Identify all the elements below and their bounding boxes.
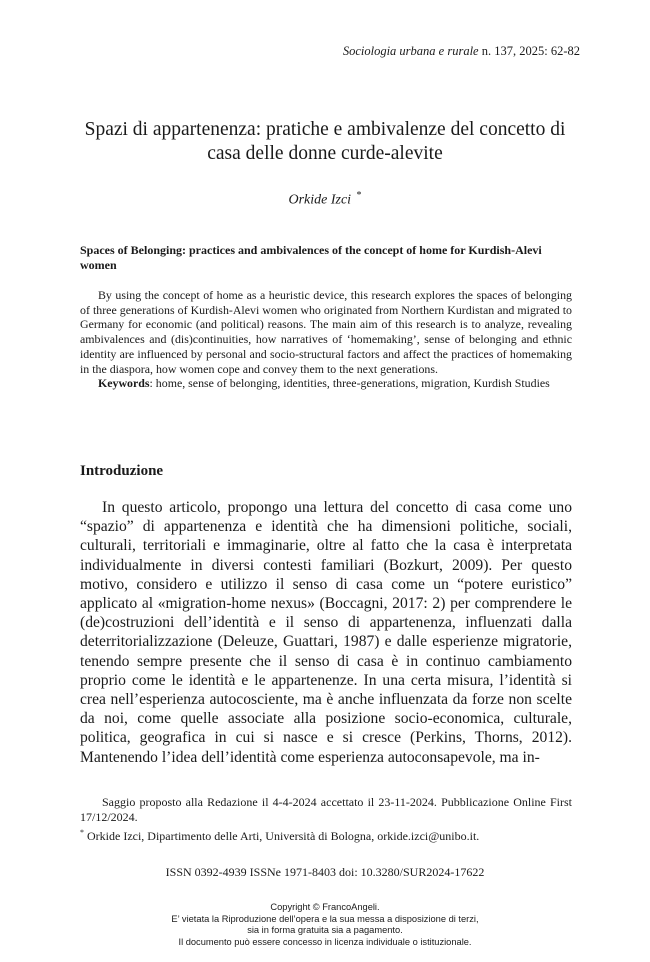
- abstract-text: By using the concept of home as a heuristic device, this research explores the spaces of belonging of three generations of Kurdish-Alevi women who originated from Northern Kurdistan and migrated to Germany for economic (and political) reasons. The main aim of this research is to analyze, revealing ambivalences and (dis)continuities, how narratives of ‘homemaking’, sense of belonging and ethnic identity are influenced by personal and socio-structural factors and affect the practices of homemaking in the diaspora, how women cope and convey them to the next generations.: [80, 288, 572, 376]
- affiliation-text: Orkide Izci, Dipartimento delle Arti, Università di Bologna, orkide.izci@unibo.it.: [84, 829, 480, 843]
- running-head: [343, 44, 580, 59]
- affiliation-note: [80, 825, 572, 844]
- article-title: Spazi di appartenenza: pratiche e ambivalenze del concetto di casa delle donne curde-alevite: [84, 119, 566, 164]
- section-heading: Introduzione: [80, 463, 164, 479]
- copyright-line: Copyright © FrancoAngeli.: [270, 902, 380, 912]
- copyright-line: Il documento può essere concesso in licenza individuale o istituzionale.: [178, 936, 472, 947]
- author-line: [70, 190, 580, 209]
- issue-info: n. 137, 2025: 62-82: [481, 44, 580, 58]
- submission-note: Saggio proposto alla Redazione il 4-4-2024 accettato il 23-11-2024. Pubblicazione Online First 17/12/2024.: [80, 795, 572, 824]
- body-paragraph: In questo articolo, propongo una lettura del concetto di casa come uno “spazio” di appartenenza e identità che ha dimensioni politiche, sociali, culturali, territoriali e immaginarie, oltre al fatto che la casa è interpretata individualmente in diversi contesti familiari (Bozkurt, 2009). Per questo motivo, considero e utilizzo il senso di casa come un “potere euristico” applicato al «migration-home nexus» (Boccagni, 2017: 2) per comprendere le (de)costruzioni dell’identità e il senso di appartenenza, influenzati dalla deterritorializzazione (Deleuze, Guattari, 1987) e dalle esperienze migratorie, tenendo sempre presente che il senso di casa è in continuo cambiamento proprio come le identità e le appartenenze. In una certa misura, l’identità si crea nell’esperienza autocosciente, ma è anche influenzata da forze non scelte da noi, come quelle associate alla posizione socio-economica, culturale, politica, geografica in cui si nasce e si cresce (Perkins, Thorns, 2012). Mantenendo l’idea dell’identità come esperienza autoconsapevole, ma in-: [80, 499, 572, 766]
- affiliation-mark: *: [80, 828, 84, 837]
- copyright-line: E’ vietata la Riproduzione dell’opera e la sua messa a disposizione di terzi,: [171, 913, 479, 924]
- author-name: Orkide Izci: [288, 192, 352, 208]
- author-footnote-mark: *: [356, 190, 362, 201]
- copyright-notice: [70, 902, 580, 948]
- keywords-label: Keywords: [98, 376, 150, 391]
- keywords-list: : home, sense of belonging, identities, three-generations, migration, Kurdish Studies: [149, 376, 550, 391]
- abstract: [80, 288, 572, 391]
- issn-doi-line: ISSN 0392-4939 ISSNe 1971-8403 doi: 10.3280/SUR2024-17622: [165, 865, 485, 879]
- footnotes: [80, 795, 572, 844]
- copyright-line: sia in forma gratuita sia a pagamento.: [247, 925, 403, 936]
- journal-name: Sociologia urbana e rurale: [342, 44, 479, 58]
- english-title: Spaces of Belonging: practices and ambivalences of the concept of home for Kurdish-Alevi women: [80, 243, 542, 272]
- keywords: [80, 376, 572, 391]
